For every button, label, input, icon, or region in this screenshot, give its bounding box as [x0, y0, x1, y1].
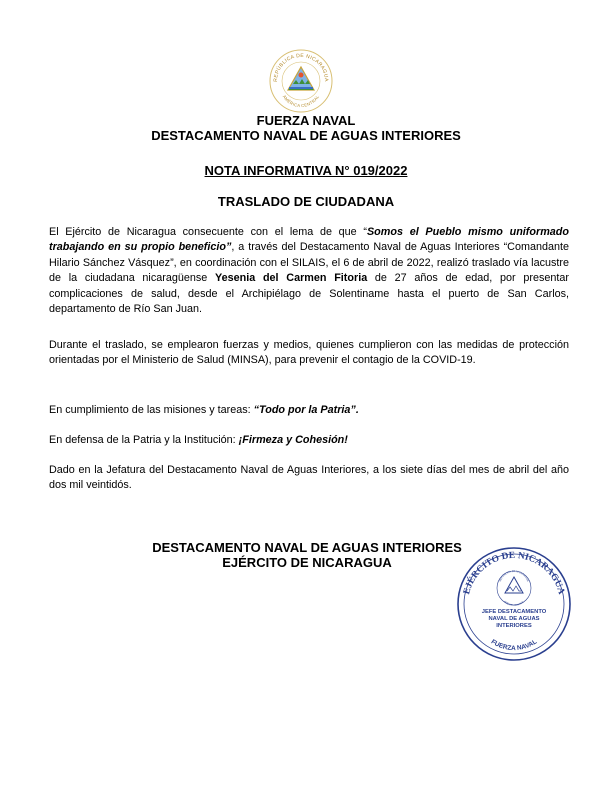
paragraph-2: Durante el traslado, se emplearon fuerzas y medios, quienes cumplieron con las medidas de protección orientadas por el Ministerio de Salud (MINSA), para prevenir el contagio de la COVID-19.: [49, 339, 569, 367]
p4-slogan: ¡Firmeza y Cohesión!: [238, 434, 348, 446]
header-line-2: DESTACAMENTO NAVAL DE AGUAS INTERIORES: [151, 128, 461, 143]
p1-name: Yesenia del Carmen Fitoria: [215, 272, 368, 285]
seal-ring-text-top: REPÚBLICA DE NICARAGUA: [272, 52, 330, 82]
paragraph-1: [49, 225, 569, 317]
stamp-inner-top: REPÚBLICA DE NICARAGUA: [498, 569, 530, 583]
paragraph-5: Dado en la Jefatura del Destacamento Naval de Aguas Interiores, a los siete días del mes de abril del año dos mil veintidós.: [49, 464, 569, 492]
p1-text-3: de 27 años de edad, por presentar complicaciones de salud, desde el Archipiélago de Solentiname hasta el puerto de San Carlos, departamento de Río San Juan.: [49, 272, 569, 316]
stamp-line-2: NAVAL DE AGUAS: [488, 616, 540, 622]
note-title: NOTA INFORMATIVA N° 019/2022: [204, 163, 408, 178]
stamp-ring-top: EJÉRCITO DE NICARAGUA: [462, 550, 566, 596]
p1-text-1: El Ejército de Nicaragua consecuente con el lema de que “: [49, 226, 367, 238]
signature-line-2: EJÉRCITO DE NICARAGUA: [222, 555, 392, 570]
p1-motto: Somos el Pueblo mismo uniformado trabajando en su propio beneficio”: [49, 226, 569, 254]
stamp-ring-bottom: FUERZA NAVAL: [489, 638, 539, 653]
signature-line-1: DESTACAMENTO NAVAL DE AGUAS INTERIORES: [152, 540, 462, 555]
p1-text-2: , a través del Destacamento Naval de Aguas Interiores “Comandante Hilario Sánchez Vásquez”, en coordinación con el SILAIS, el 6 de abril de 2022, realizó traslado vía lacustre de la ciudadana nicaragüense: [49, 241, 570, 285]
seal-ring-text-bottom: AMÉRICA CENTRAL: [281, 94, 321, 109]
p4-text: En defensa de la Patria y la Institución:: [49, 434, 239, 446]
paragraph-3: [49, 403, 569, 418]
subject-title: TRASLADO DE CIUDADANA: [217, 194, 395, 209]
stamp-line-3: INTERIORES: [496, 623, 532, 629]
stamp-inner-bottom: AMÉRICA CENTRAL: [503, 600, 525, 608]
official-stamp-icon: [456, 546, 572, 662]
coat-of-arms-seal-icon: [268, 48, 334, 114]
header-line-1: FUERZA NAVAL: [256, 113, 356, 128]
p3-text: En cumplimiento de las misiones y tareas:: [49, 404, 254, 416]
stamp-line-1: JEFE DESTACAMENTO: [481, 609, 547, 615]
svg-text:AMÉRICA CENTRAL: [503, 600, 525, 607]
svg-text:REPÚBLICA DE NICARAGUA: [498, 569, 530, 582]
svg-text:FUERZA NAVAL: [490, 638, 539, 652]
p3-slogan: “Todo por la Patria”.: [253, 404, 359, 416]
paragraph-4: [49, 433, 569, 448]
